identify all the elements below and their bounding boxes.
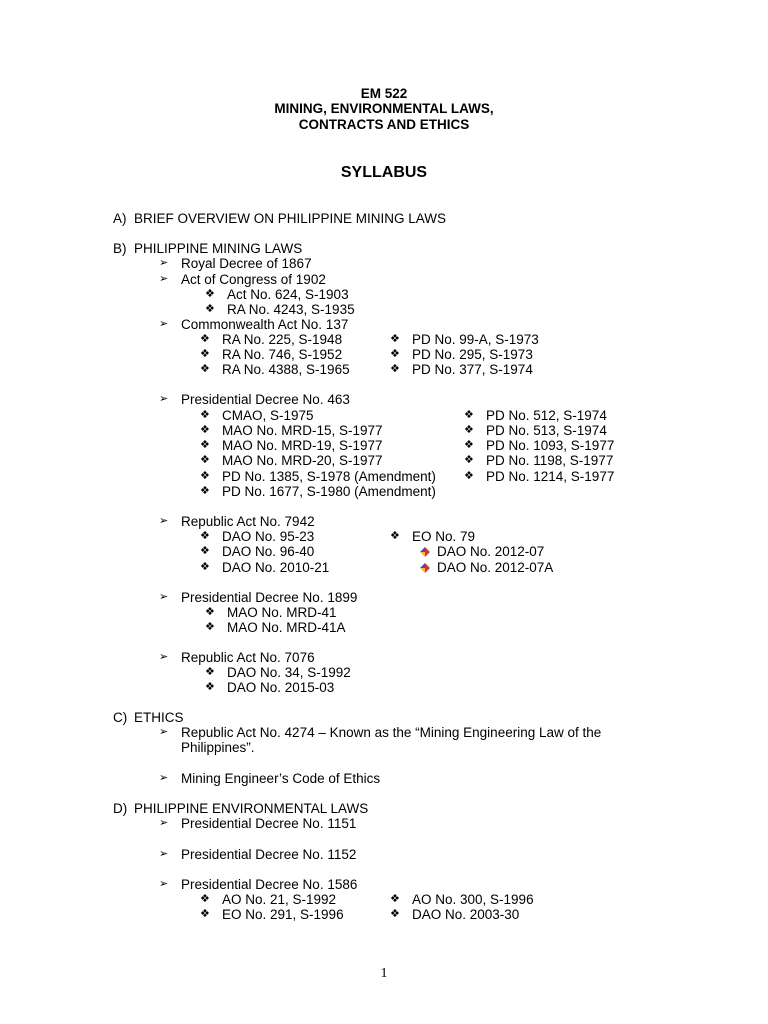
diamond-bullet-icon: ❖	[390, 348, 400, 360]
list-item: RA No. 225, S-1948	[222, 332, 343, 347]
arrow-bullet-icon: ➢	[159, 817, 169, 829]
diamond-bullet-icon: ❖	[464, 439, 474, 451]
section-d-label: PHILIPPINE ENVIRONMENTAL LAWS	[134, 801, 369, 816]
diamond-bullet-icon: ❖	[464, 454, 474, 466]
section-a-label: BRIEF OVERVIEW ON PHILIPPINE MINING LAWS	[134, 211, 447, 226]
list-item: DAO No. 2012-07A	[437, 560, 554, 575]
list-item: MAO No. MRD-15, S-1977	[222, 423, 383, 438]
diamond-bullet-icon: ❖	[205, 303, 215, 315]
section-c-letter: C)	[113, 710, 128, 725]
diamond-bullet-icon: ❖	[205, 621, 215, 633]
list-item: PD No. 1677, S-1980 (Amendment)	[222, 484, 436, 499]
diamond-bullet-icon: ❖	[464, 409, 474, 421]
arrow-bullet-icon: ➢	[159, 772, 169, 784]
diamond-bullet-icon: ❖	[200, 561, 210, 573]
pd-1586: Presidential Decree No. 1586	[181, 877, 358, 892]
list-item: DAO No. 95-23	[222, 529, 315, 544]
ra-4274-line1: Republic Act No. 4274 – Known as the “Mining Engineering Law of the	[181, 725, 602, 740]
diamond-bullet-icon: ❖	[205, 288, 215, 300]
list-item: DAO No. 2012-07	[437, 544, 545, 559]
colored-triangle-bullet-icon	[420, 563, 430, 573]
diamond-bullet-icon: ❖	[200, 470, 210, 482]
list-item: PD No. 512, S-1974	[486, 408, 607, 423]
list-item: DAO No. 34, S-1992	[227, 665, 351, 680]
list-item: MAO No. MRD-19, S-1977	[222, 438, 383, 453]
diamond-bullet-icon: ❖	[390, 333, 400, 345]
list-item: DAO No. 96-40	[222, 544, 315, 559]
pd-463: Presidential Decree No. 463	[181, 392, 350, 407]
diamond-bullet-icon: ❖	[390, 530, 400, 542]
diamond-bullet-icon: ❖	[200, 545, 210, 557]
arrow-bullet-icon: ➢	[159, 726, 169, 738]
pd-1152: Presidential Decree No. 1152	[181, 847, 357, 862]
diamond-bullet-icon: ❖	[200, 363, 210, 375]
section-b-label: PHILIPPINE MINING LAWS	[134, 241, 303, 256]
list-item: PD No. 513, S-1974	[486, 423, 607, 438]
arrow-bullet-icon: ➢	[159, 318, 169, 330]
list-item: DAO No. 2003-30	[412, 907, 520, 922]
ra-7076: Republic Act No. 7076	[181, 650, 315, 665]
list-item: RA No. 4388, S-1965	[222, 362, 350, 377]
act-624: Act No. 624, S-1903	[227, 287, 349, 302]
commonwealth-act-137: Commonwealth Act No. 137	[181, 317, 349, 332]
list-item: DAO No. 2010-21	[222, 560, 330, 575]
section-a-letter: A)	[113, 211, 127, 226]
diamond-bullet-icon: ❖	[200, 333, 210, 345]
arrow-bullet-icon: ➢	[159, 848, 169, 860]
diamond-bullet-icon: ❖	[200, 454, 210, 466]
diamond-bullet-icon: ❖	[205, 681, 215, 693]
diamond-bullet-icon: ❖	[390, 908, 400, 920]
list-item: MAO No. MRD-41A	[227, 620, 346, 635]
diamond-bullet-icon: ❖	[200, 485, 210, 497]
pd-1899: Presidential Decree No. 1899	[181, 590, 358, 605]
list-item: CMAO, S-1975	[222, 408, 314, 423]
arrow-bullet-icon: ➢	[159, 591, 169, 603]
arrow-bullet-icon: ➢	[159, 515, 169, 527]
list-item: EO No. 79	[412, 529, 476, 544]
list-item: PD No. 1198, S-1977	[486, 453, 614, 468]
ra-4274-line2: Philippines”.	[181, 740, 255, 755]
colored-triangle-bullet-icon	[420, 547, 430, 557]
act-of-congress-1902: Act of Congress of 1902	[181, 272, 326, 287]
list-item: AO No. 21, S-1992	[222, 892, 337, 907]
course-code: EM 522	[360, 86, 408, 101]
diamond-bullet-icon: ❖	[205, 606, 215, 618]
page-number: 1	[380, 966, 388, 981]
ra-4243: RA No. 4243, S-1935	[227, 302, 355, 317]
diamond-bullet-icon: ❖	[464, 470, 474, 482]
arrow-bullet-icon: ➢	[159, 651, 169, 663]
course-title-line2: CONTRACTS AND ETHICS	[298, 117, 470, 132]
diamond-bullet-icon: ❖	[390, 363, 400, 375]
list-item: PD No. 1385, S-1978 (Amendment)	[222, 469, 436, 484]
arrow-bullet-icon: ➢	[159, 878, 169, 890]
list-item: RA No. 746, S-1952	[222, 347, 343, 362]
diamond-bullet-icon: ❖	[205, 666, 215, 678]
ra-7942: Republic Act No. 7942	[181, 514, 315, 529]
diamond-bullet-icon: ❖	[200, 409, 210, 421]
section-d-letter: D)	[113, 801, 128, 816]
pd-1151: Presidential Decree No. 1151	[181, 816, 357, 831]
list-item: MAO No. MRD-41	[227, 605, 337, 620]
diamond-bullet-icon: ❖	[200, 424, 210, 436]
list-item: AO No. 300, S-1996	[412, 892, 534, 907]
arrow-bullet-icon: ➢	[159, 257, 169, 269]
diamond-bullet-icon: ❖	[200, 348, 210, 360]
diamond-bullet-icon: ❖	[200, 908, 210, 920]
diamond-bullet-icon: ❖	[390, 893, 400, 905]
syllabus-heading: SYLLABUS	[340, 164, 428, 181]
section-c-label: ETHICS	[134, 710, 184, 725]
list-item: DAO No. 2015-03	[227, 680, 335, 695]
list-item: PD No. 295, S-1973	[412, 347, 533, 362]
code-of-ethics: Mining Engineer’s Code of Ethics	[181, 771, 381, 786]
list-item: PD No. 1093, S-1977	[486, 438, 615, 453]
list-item: PD No. 377, S-1974	[412, 362, 533, 377]
list-item: PD No. 1214, S-1977	[486, 469, 615, 484]
course-title-line1: MINING, ENVIRONMENTAL LAWS,	[274, 101, 494, 116]
arrow-bullet-icon: ➢	[159, 273, 169, 285]
diamond-bullet-icon: ❖	[464, 424, 474, 436]
section-b-letter: B)	[113, 241, 127, 256]
diamond-bullet-icon: ❖	[200, 530, 210, 542]
list-item: EO No. 291, S-1996	[222, 907, 344, 922]
diamond-bullet-icon: ❖	[200, 439, 210, 451]
list-item: PD No. 99-A, S-1973	[412, 332, 539, 347]
arrow-bullet-icon: ➢	[159, 393, 169, 405]
royal-decree-1867: Royal Decree of 1867	[181, 256, 312, 271]
diamond-bullet-icon: ❖	[200, 893, 210, 905]
list-item: MAO No. MRD-20, S-1977	[222, 453, 383, 468]
